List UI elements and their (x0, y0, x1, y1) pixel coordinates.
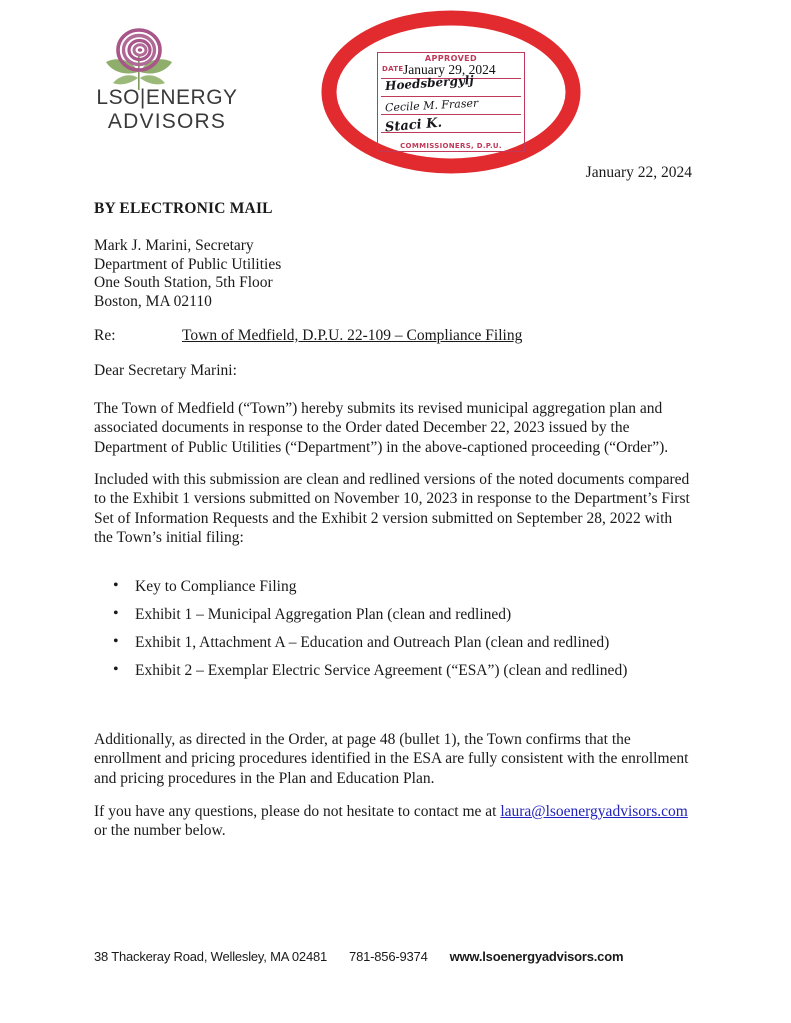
addressee-line-4: Boston, MA 02110 (94, 292, 212, 310)
logo-line-advisors: ADVISORS (107, 109, 227, 133)
stamp-commissioners-label: COMMISSIONERS, D.P.U. (400, 142, 502, 150)
commissioner-signature-2: Cecile M. Fraser (384, 96, 479, 115)
dpu-approval-stamp (320, 8, 582, 176)
page-footer (94, 949, 623, 964)
addressee-line-1: Mark J. Marini, Secretary (94, 237, 254, 254)
rose-flower-icon (100, 28, 178, 90)
list-item: • Exhibit 1 – Municipal Aggregation Plan (clean and redlined) (94, 606, 692, 624)
body-paragraph-1: The Town of Medfield (“Town”) hereby submits its revised municipal aggregation plan and associated documents in response to the Order dated December 22, 2023 issued by the Department of Public Utilities (“Department”) in the above-captioned proceeding (“Order”). (94, 400, 669, 456)
stamp-box (377, 52, 525, 152)
delivery-method: BY ELECTRONIC MAIL (94, 200, 273, 217)
addressee-block (94, 237, 281, 311)
paragraph-5-text-after: or the number below. (94, 822, 226, 840)
enclosures-list (94, 578, 692, 690)
addressee-line-3: One South Station, 5th Floor (94, 274, 273, 292)
re-line (94, 327, 522, 345)
salutation: Dear Secretary Marini: (94, 362, 237, 379)
email-link[interactable]: laura@lsoenergyadvisors.com (500, 803, 688, 820)
paragraph-5-text-before: If you have any questions, please do not hesitate to contact me at (94, 803, 501, 820)
company-logo (92, 28, 242, 143)
addressee-line-2: Department of Public Utilities (94, 255, 282, 273)
logo-wordmark (92, 86, 242, 133)
body-paragraph-4: Additionally, as directed in the Order, at page 48 (bullet 1), the Town confirms that the enrollment and pricing procedures identified in the ESA are fully consistent with the enrollment and pricing procedures in the Plan and Education Plan. (94, 731, 689, 787)
stamp-date-label: DATE (382, 65, 404, 73)
letter-date: January 22, 2024 (585, 164, 692, 181)
list-item: • Exhibit 1, Attachment A – Education and Outreach Plan (clean and redlined) (94, 634, 692, 652)
stamp-approved-label: APPROVED (424, 54, 478, 63)
body-paragraph-5 (94, 802, 692, 841)
logo-line-energy: LSO|ENERGY (96, 86, 238, 109)
re-subject: Town of Medfield, D.P.U. 22-109 – Compliance Filing (182, 327, 523, 344)
list-item: • Exhibit 2 – Exemplar Electric Service Agreement (“ESA”) (clean and redlined) (94, 662, 692, 680)
footer-website: www.lsoenergyadvisors.com (449, 949, 624, 964)
body-paragraph-2: Included with this submission are clean and redlined versions of the noted documents compared to the Exhibit 1 versions submitted on November 10, 2023 in response to the Department’s First Set of Information Requests and the Exhibit 2 version submitted on September 28, 2022 with the Town’s initial filing: (94, 471, 690, 546)
footer-phone: 781-856-9374 (349, 949, 428, 964)
footer-address: 38 Thackeray Road, Wellesley, MA 02481 (94, 949, 328, 964)
re-label: Re: (94, 327, 116, 344)
list-item: • Key to Compliance Filing (94, 578, 692, 596)
commissioner-signature-3: Staci K. (384, 115, 443, 136)
stamp-rule-3 (381, 114, 521, 115)
stamp-rule-2 (381, 96, 521, 97)
stamp-typed-date: January 29, 2024 (403, 62, 496, 77)
commissioner-signature-1: Hoedsbergylj (384, 72, 475, 94)
